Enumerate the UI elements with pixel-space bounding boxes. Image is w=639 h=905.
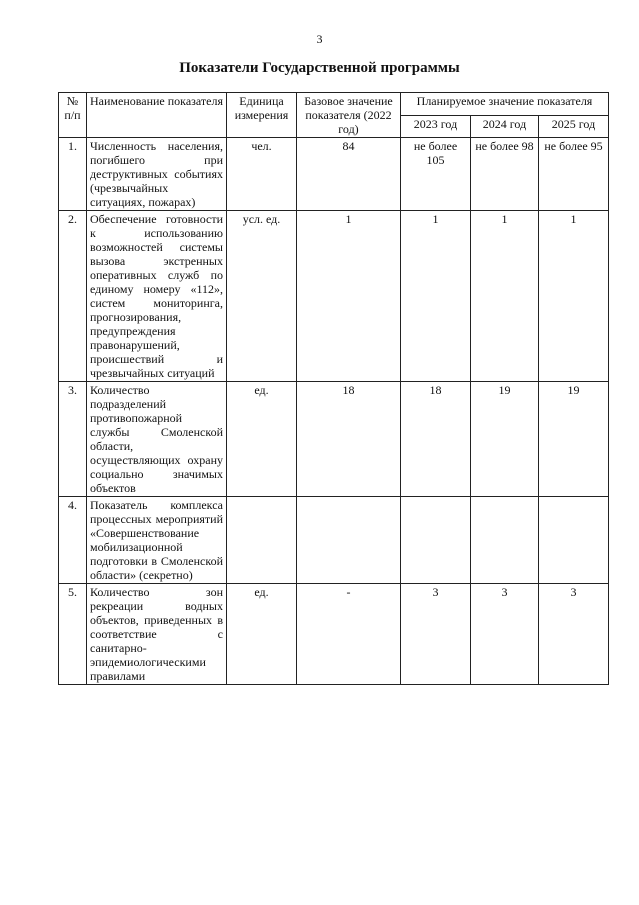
row-unit: чел.	[227, 138, 297, 211]
row-unit: ед.	[227, 382, 297, 497]
row-2023	[401, 497, 471, 584]
row-2024	[471, 497, 539, 584]
row-name: Обеспечение готовности к использованию возможностей системы вызова экстренных оперативных служб по единому номеру «112», систем мониторинга, прогнозирования, предупреждения правонарушений, происшествий и чрезвычайных ситуаций	[87, 211, 227, 382]
header-year-2023: 2023 год	[401, 115, 471, 138]
table-row	[59, 584, 609, 685]
row-base: -	[297, 584, 401, 685]
header-planned: Планируемое значение показателя	[401, 93, 609, 116]
row-num: 1.	[59, 138, 87, 211]
row-2025: 3	[539, 584, 609, 685]
row-name: Количество зон рекреации водных объектов, приведенных в соответствие с санитарно-эпидемиологическими правилами	[87, 584, 227, 685]
header-year-2025: 2025 год	[539, 115, 609, 138]
table-row	[59, 382, 609, 497]
row-2024: 3	[471, 584, 539, 685]
table-row	[59, 138, 609, 211]
row-name: Показатель комплекса процессных мероприятий «Совершенствование мобилизационной подготовки в Смоленской области» (секретно)	[87, 497, 227, 584]
header-num: № п/п	[59, 93, 87, 138]
row-num: 5.	[59, 584, 87, 685]
row-num: 4.	[59, 497, 87, 584]
row-2023: 3	[401, 584, 471, 685]
row-base	[297, 497, 401, 584]
row-2023: не более 105	[401, 138, 471, 211]
row-2024: 19	[471, 382, 539, 497]
document-title: Показатели Государственной программы	[179, 60, 460, 76]
row-2025: 19	[539, 382, 609, 497]
row-2025	[539, 497, 609, 584]
row-2025: не более 95	[539, 138, 609, 211]
header-unit: Единица измерения	[227, 93, 297, 138]
row-unit: усл. ед.	[227, 211, 297, 382]
row-num: 3.	[59, 382, 87, 497]
indicators-table	[58, 92, 609, 685]
row-base: 1	[297, 211, 401, 382]
row-2024: 1	[471, 211, 539, 382]
header-year-2024: 2024 год	[471, 115, 539, 138]
row-2025: 1	[539, 211, 609, 382]
row-2023: 18	[401, 382, 471, 497]
header-base: Базовое значение показателя (2022 год)	[297, 93, 401, 138]
row-2023: 1	[401, 211, 471, 382]
row-name: Численность населения, погибшего при деструктивных событиях (чрезвычайных ситуациях, пожарах)	[87, 138, 227, 211]
header-name: Наименование показателя	[87, 93, 227, 138]
row-2024: не более 98	[471, 138, 539, 211]
table-row	[59, 211, 609, 382]
row-unit	[227, 497, 297, 584]
page-number: 3	[316, 32, 323, 46]
row-base: 84	[297, 138, 401, 211]
table-row	[59, 497, 609, 584]
row-unit: ед.	[227, 584, 297, 685]
row-num: 2.	[59, 211, 87, 382]
row-base: 18	[297, 382, 401, 497]
row-name: Количество подразделений противопожарной службы Смоленской области, осуществляющих охрану социально значимых объектов	[87, 382, 227, 497]
